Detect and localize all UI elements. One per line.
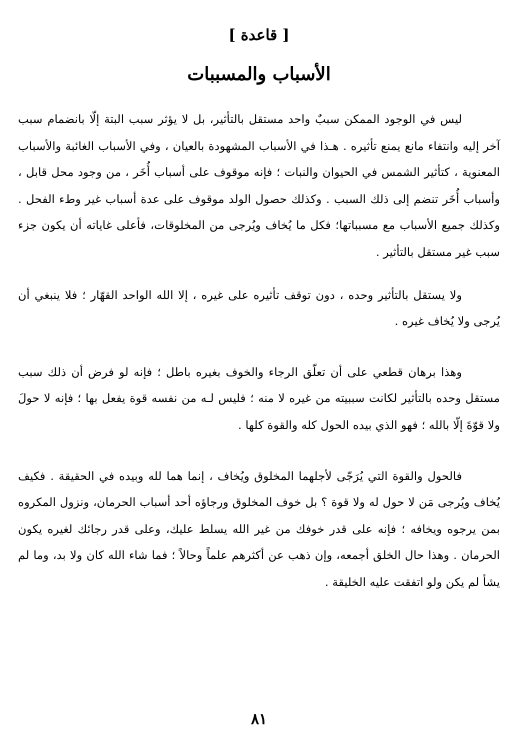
paragraph-1: ليس في الوجود الممكن سببٌ واحد مستقل بالتأثير، بل لا يؤثر سبب البتة إلّا بانضمام سبب آخر إليه وانتفاء مانع يمنع تأثيره . هـذا في الأسباب المشهودة بالعيان ، وفي الأسباب الغائبة والأسباب المعنوية ، كتأثير الشمس في الحيوان والنبات ؛ فإنه موقوف على أسباب أُخَر ، من وجود محل قابل ، وأسباب أُخَر تنضم إلى ذلك السبب . وكذلك حصول الولد موقوف على عدة أسباب غير وطء الفحل . وكذلك جميع الأسباب مع مسبباتها؛ فكل ما يُخاف ويُرجى من المخلوقات، فأعلى غاياته أن يكون جزء سبب غير مستقل بالتأثير . <box>18 112 500 259</box>
page-title: الأسباب والمسببات <box>187 64 331 85</box>
section-label: [ قاعدة ] <box>228 26 290 44</box>
page-number: ٨١ <box>250 710 268 728</box>
paragraph-4: فالحول والقوة التي يُرَجّى لأجلهما المخلوق ويُخاف ، إنما هما لله وبيده في الحقيقة . فكيف يُخاف ويُرجى مَن لا حول له ولا قوة ؟ بل خوف المخلوق ورجاؤه أحد أسباب الحرمان، ونزول المكروه بمن يرجوه ويخافه ؛ فإنه على قدر خوفك من غير الله يسلط عليك، وعلى قدر رجائك لغيره يكون الحرمان . وهذا حال الخلق أجمعه، وإن ذهب عن أكثرهم علماً وحالاً ؛ فما شاء الله كان ولا بد، وما لم يشأ لم يكن ولو اتفقت عليه الخليقة . <box>18 468 500 589</box>
paragraph-3: وهذا برهان قطعي على أن تعلّق الرجاء والخوف بغيره باطل ؛ فإنه لو فرض أن ذلك سبب مستقل وحده بالتأثير لكانت سببيته من غيره لا منه ؛ فليس لـه من نفسه قوة يفعل بها ؛ فإنه لا حولَ ولا قوّةَ إلّا بالله ؛ فهو الذي بيده الحول كله والقوة كلها . <box>18 364 500 432</box>
paragraph-2: ولا يستقل بالتأثير وحده ، دون توقف تأثيره على غيره ، إلا الله الواحد القهّار ؛ فلا ينبغي أن يُرجى ولا يُخاف غيره . <box>18 287 500 329</box>
